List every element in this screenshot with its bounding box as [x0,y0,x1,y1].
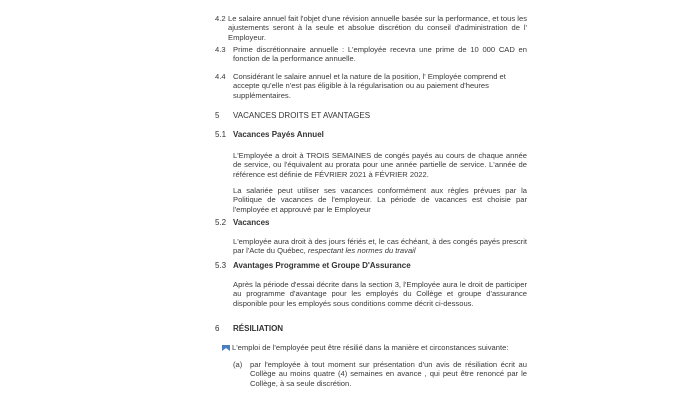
section-number: 6 [215,324,220,333]
paragraph-italic-text: respectant les normes du travail [307,246,416,256]
section-4-3 [215,45,527,64]
section-number: 5.2 [215,218,227,227]
section-5-2-p1 [233,237,527,256]
section-title: Avantages Programme et Groupe D'Assurance [233,261,411,270]
item-text: par l'employée à tout moment sur présentation d'un avis de résiliation écrit au Collège au moins quatre (4) semaines en avance , qui peut être renoncé par le Collège, à sa seule discrétion. [250,360,527,388]
section-5-3-heading [215,261,527,270]
section-number: 4.4 [215,72,226,81]
section-4-4 [215,72,527,100]
section-text: Considérant le salaire annuel et la nature de la position, l' Employée comprend et accepte qu'elle n'est pas éligible à la régularisation ou au paiement d'heures supplémentaires. [233,72,506,100]
item-label: (a) [233,360,243,369]
section-5-1-heading [215,130,527,139]
section-title: Vacances [233,218,270,227]
section-4-2 [215,14,527,42]
section-5-2-heading [215,218,527,227]
section-5-1-p2: La salariée peut utiliser ses vacances conformément aux règles prévues par la Politique de vacances de l'employeur. La période de vacances est choisie par l'employée et approuvé par le Employeur [233,186,527,214]
paragraph-text: L'employée aura droit à des jours fériés et, le cas échéant, à des congés payés prescrit par l'Acte du Québec, [233,237,527,256]
bookmark-flag-icon[interactable] [222,345,230,351]
section-5-3-p1: Après la période d'essai décrite dans la section 3, l'Employée aura le droit de participer au programme d'avantage pour les employés du Collège et groupe d'assurance disponible pour les employés sous conditions comme décrit ci-dessous. [233,280,527,308]
section-number: 4.2 [215,14,226,23]
section-title: RÉSILIATION [233,324,284,333]
section-6-intro: L'emploi de l'employée peut être résilié dans la manière et circonstances suivante: [232,343,509,352]
section-number: 5 [215,111,220,120]
section-title: VACANCES DROITS ET AVANTAGES [233,111,371,120]
section-6-heading [215,324,527,333]
section-6-item-a [233,360,527,388]
section-5-heading [215,111,527,120]
section-title: Vacances Payés Annuel [233,130,324,139]
section-text: Prime discrétionnaire annuelle : L'employée recevra une prime de 10 000 CAD en fonction de la performance annuelle. [233,45,527,64]
section-number: 5.1 [215,130,227,139]
section-number: 5.3 [215,261,227,270]
section-5-1-p1: L'Employée a droit à TROIS SEMAINES de congés payés au cours de chaque année de service, ou l'équivalent au prorata pour une année partielle de service. L'année de référence est définie de FÉVRIER 2021 à FÉVRIER 2022. [233,151,527,179]
section-text: Le salaire annuel fait l'objet d'une révision annuelle basée sur la performance, et tous les ajustements seront à la seule et absolue discrétion du conseil d'administration de l' Employeur. [228,14,527,42]
section-number: 4.3 [215,45,226,54]
